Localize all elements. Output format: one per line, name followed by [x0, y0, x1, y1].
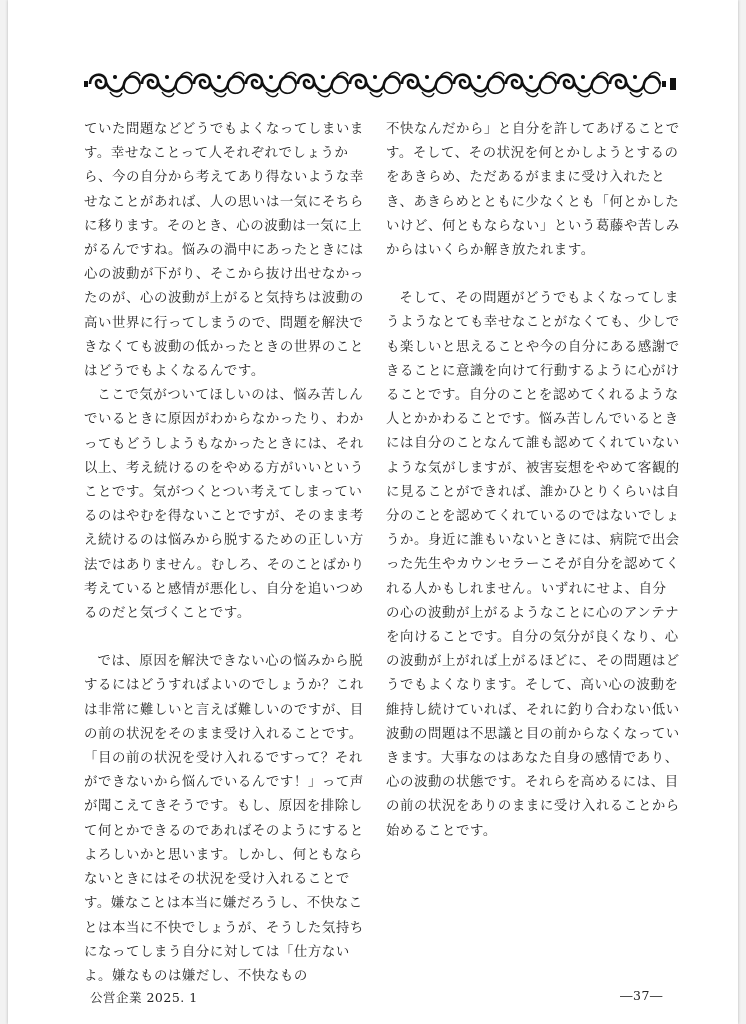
page — [8, 0, 738, 1024]
scroll-ornament-icon — [84, 68, 676, 100]
page-number: ―37― — [620, 988, 663, 1003]
left-paragraph-3: では、原因を解決できない心の悩みから脱するにはどうすればよいのでしょうか？これは非常に難しいと言えば難しいのですが、目の前の状況をそのまま受け入れることです。「目の前の状況を受け入れるですって？それができないから悩んでいるんです！」って声が聞こえてきそうです。もし、原因を排除して何とかできるのであればそのようにするとよろしいかと思います。しかし、何ともならないときにはその状況を受け入れることです。嫌なことは本当に嫌だろうし、不快なことは本当に不快でしょうが、そうした気持ちになってしまう自分に対しては「仕方ないよ。嫌なものは嫌だし、不快なもの — [84, 654, 364, 984]
left-column — [84, 118, 376, 989]
right-paragraph-2: そして、その問題がどうでもよくなってしまうようなとても幸せなことがなくても、少しでも楽しいと思えることや今の自分にある感謝できることに意識を向けて行動するように心がけることです。自分のことを認めてくれるような人とかかわることです。悩み苦しんでいるときには自分のことなんて誰も認めてくれていないような気がしますが、被害妄想をやめて客観的に見ることができれば、誰かひとりくらいは自分のことを認めてくれているのではないでしょうか。身近に誰もいないときには、病院で出会った先生やカウンセラーこそが自分を認めてくれる人かもしれません。いずれにせよ、自分の心の波動が上がるようなことに心のアンテナを向けることです。自分の気分が良くなり、心の波動が上がれば上がるほどに、その問題はどうでもよくなります。そして、高い心の波動を維持し続けていれば、それに釣り合わない低い波動の問題は不思議と目の前からなくなっていきます。大事なのはあなた自身の感情であり、心の波動の状態です。それらを高めるには、目の前の状況をありのままに受け入れることから始めることです。 — [386, 291, 680, 839]
right-column — [386, 118, 680, 844]
left-paragraph-1: ていた問題などどうでもよくなってしまいます。幸せなことって人それぞれでしょうから、今の自分から考えてあり得ないような幸せなことがあれば、人の思いは一気にそちらに移ります。そのとき、心の波動は一気に上がるんですね。悩みの渦中にあったときには心の波動が下がり、そこから抜け出せなかったのが、心の波動が上がると気持ちは波動の高い世界に行ってしまうので、問題を解決できなくても波動の低かったときの世界のことはどうでもよくなるんです。 — [84, 122, 364, 380]
paragraph-gap — [84, 626, 376, 650]
left-paragraph-2: ここで気がついてほしいのは、悩み苦しんでいるときに原因がわからなかったり、わかってもどうしようもなかったときには、それ以上、考え続けるのをやめる方がいいということです。気がつくとつい考えてしまっているのはやむを得ないことですが、そのまま考え続けるのは悩みから脱するための正しい方法ではありません。むしろ、そのことばかり考えていると感情が悪化し、自分を追いつめるのだと気づくことです。 — [84, 388, 365, 622]
paragraph-gap — [386, 263, 680, 287]
publication-footer: 公営企業 2025. 1 — [90, 990, 198, 1005]
right-paragraph-1: 不快なんだから」と自分を許してあげることです。そして、その状況を何とかしようとするのをあきらめ、ただあるがままに受け入れたとき、あきらめとともに少なくとも「何とかしたいけど、何ともならない」という葛藤や苦しみからはいくらか解き放たれます。 — [386, 122, 680, 259]
